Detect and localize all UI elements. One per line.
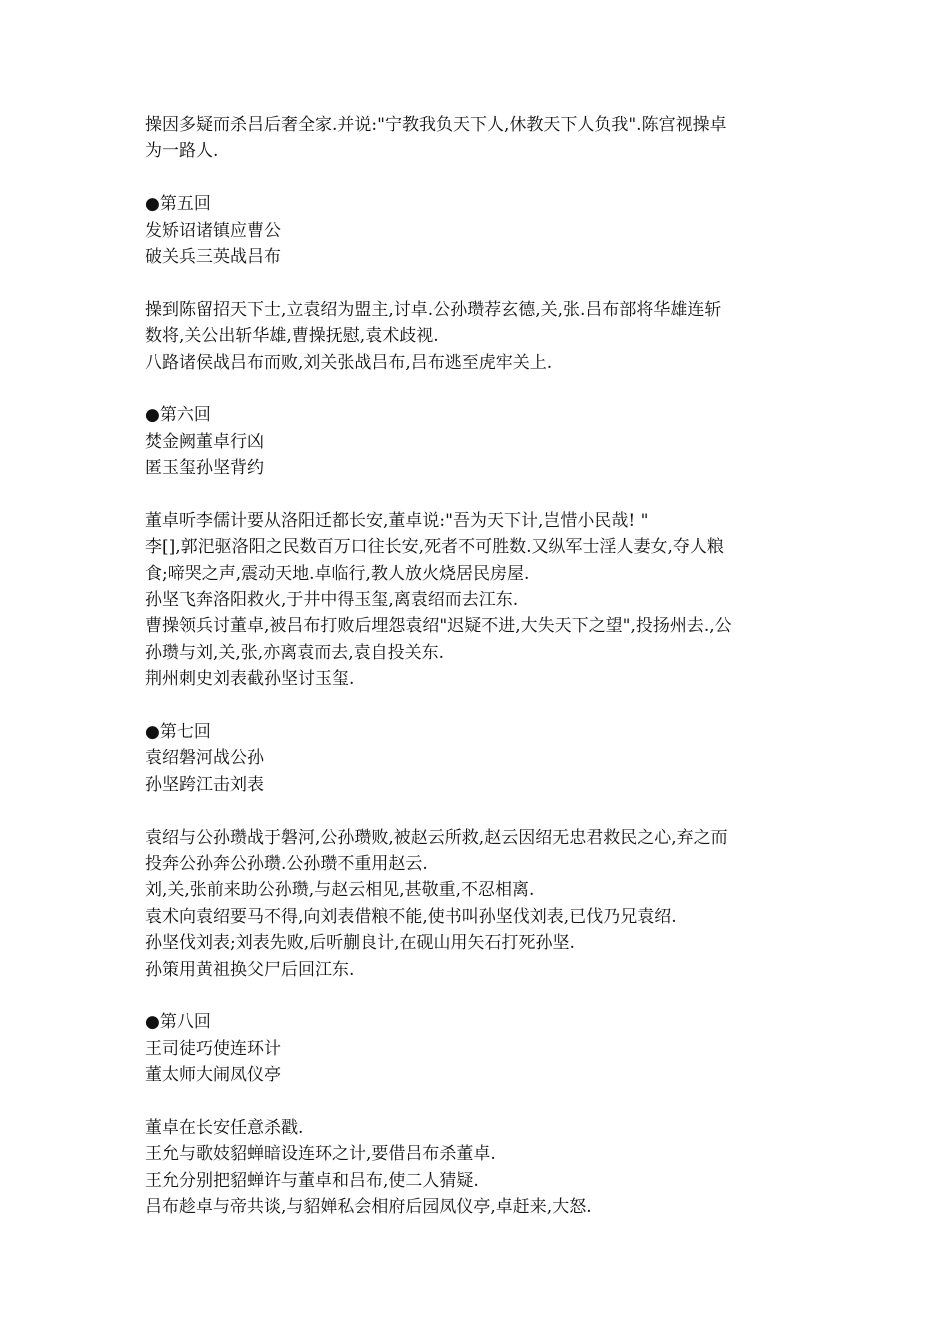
text-line: 吕布趁卓与帝共谈,与貂婵私会相府后园凤仪亭,卓赶来,大怒. — [145, 1197, 592, 1218]
chapter-section — [145, 1009, 810, 1220]
chapter-title-line: 董太师大闹凤仪亭 — [145, 1065, 281, 1086]
paragraph-gap — [145, 1088, 810, 1114]
text-line: 王允与歌妓貂蝉暗设连环之计,要借吕布杀董卓. — [145, 1144, 496, 1165]
text-line: 袁绍与公孙瓒战于磐河,公孙瓒败,被赵云所救,赵云因绍无忠君救民之心,弃之而 — [145, 827, 728, 848]
chapter-heading: ●第八回 — [145, 1012, 211, 1033]
text-line: 荆州刺史刘表截孙坚讨玉玺. — [145, 669, 355, 690]
text-line: 数将,关公出斩华雄,曹操抚慰,袁术歧视. — [145, 326, 439, 347]
text-line: 李[],郭汜驱洛阳之民数百万口往长安,死者不可胜数.又纵军士淫人妻女,夺人粮 — [145, 537, 724, 558]
text-line: 食;啼哭之声,震动天地.卓临行,教人放火烧居民房屋. — [145, 563, 530, 584]
text-line: 王允分别把貂蝉许与董卓和吕布,使二人猜疑. — [145, 1170, 479, 1191]
text-line: 孙瓒与刘,关,张,亦离袁而去,袁自投关东. — [145, 642, 445, 663]
chapter-section — [145, 402, 810, 692]
paragraph-gap — [145, 481, 810, 507]
text-line: 袁术向袁绍要马不得,向刘表借粮不能,使书叫孙坚伐刘表,已伐乃兄袁绍. — [145, 906, 677, 927]
text-line: 为一路人. — [145, 141, 219, 162]
chapter-heading: ●第七回 — [145, 721, 211, 742]
chapter-title-line: 袁绍磐河战公孙 — [145, 748, 264, 769]
document-page — [145, 112, 810, 1220]
text-line: 投奔公孙奔公孙瓒.公孙瓒不重用赵云. — [145, 853, 428, 874]
text-line: 曹操领兵讨董卓,被吕布打败后埋怨袁绍"迟疑不进,大失天下之望",投扬州去.,公 — [145, 616, 732, 637]
text-line: 董卓在长安任意杀戳. — [145, 1117, 304, 1138]
text-line: 孙坚飞奔洛阳救火,于井中得玉玺,离袁绍而去江东. — [145, 590, 519, 611]
chapter-title-line: 破关兵三英战吕布 — [145, 246, 281, 267]
chapter-title-line: 发矫诏诸镇应曹公 — [145, 220, 281, 241]
chapter-title-line: 匿玉玺孙坚背约 — [145, 458, 264, 479]
text-line: 孙坚伐刘表;刘表先败,后听蒯良计,在砚山用矢石打死孙坚. — [145, 933, 575, 954]
chapter-heading: ●第六回 — [145, 405, 211, 426]
paragraph-gap — [145, 983, 810, 1009]
paragraph-gap — [145, 798, 810, 824]
text-line: 操因多疑而杀吕后奢全家.并说:"宁教我负天下人,休教天下人负我".陈宫视操卓 — [145, 115, 727, 135]
text-line: 董卓听李儒计要从洛阳迁都长安,董卓说:"吾为天下计,岂惜小民哉! " — [145, 510, 649, 531]
paragraph-gap — [145, 270, 810, 296]
chapter-title-line: 孙坚跨江击刘表 — [145, 774, 264, 795]
chapter-heading: ●第五回 — [145, 194, 211, 215]
chapter-title-line: 王司徒巧使连环计 — [145, 1038, 281, 1059]
chapter-section — [145, 719, 810, 983]
paragraph-gap — [145, 376, 810, 402]
paragraph-gap — [145, 165, 810, 191]
chapter-title-line: 焚金阙董卓行凶 — [145, 431, 264, 452]
text-line: 孙策用黄祖换父尸后回江东. — [145, 959, 355, 980]
intro-paragraph — [145, 112, 810, 165]
chapter-section — [145, 191, 810, 376]
text-line: 操到陈留招天下士,立袁绍为盟主,讨卓.公孙瓒荐玄德,关,张.吕布部将华雄连斩 — [145, 299, 722, 320]
text-line: 八路诸侯战吕布而败,刘关张战吕布,吕布逃至虎牢关上. — [145, 352, 553, 373]
text-line: 刘,关,张前来助公孙瓒,与赵云相见,甚敬重,不忍相离. — [145, 880, 535, 901]
paragraph-gap — [145, 693, 810, 719]
